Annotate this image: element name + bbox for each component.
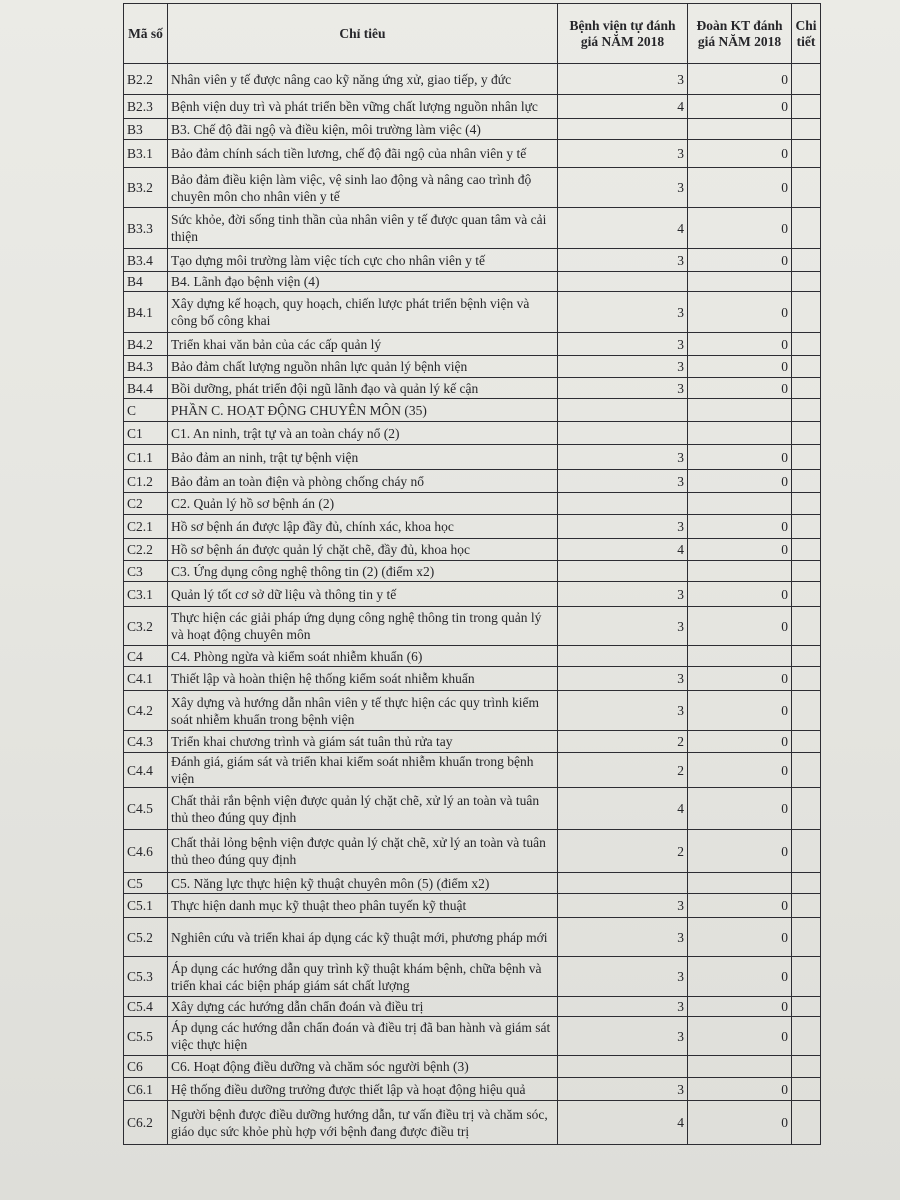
row-code: C3.1	[124, 582, 168, 607]
row-code: C1.1	[124, 445, 168, 470]
row-criteria: Bảo đảm chính sách tiền lương, chế độ đãi ngộ của nhân viên y tế	[168, 140, 558, 168]
row-team-score: 0	[688, 208, 792, 249]
row-team-score: 0	[688, 918, 792, 957]
row-detail	[792, 561, 821, 582]
row-self-score: 4	[558, 208, 688, 249]
table-row	[124, 582, 821, 607]
row-detail	[792, 292, 821, 333]
row-detail	[792, 646, 821, 667]
row-self-score: 4	[558, 788, 688, 830]
row-self-score	[558, 493, 688, 515]
table-row	[124, 249, 821, 272]
row-detail	[792, 445, 821, 470]
row-code: C5	[124, 873, 168, 894]
row-detail	[792, 378, 821, 399]
row-code: C3	[124, 561, 168, 582]
row-criteria: Bệnh viện duy trì và phát triển bền vững chất lượng nguồn nhân lực	[168, 95, 558, 119]
row-self-score: 2	[558, 731, 688, 753]
table-row	[124, 1078, 821, 1101]
row-team-score: 0	[688, 582, 792, 607]
row-code: B2.2	[124, 64, 168, 95]
table-body	[124, 64, 821, 1145]
row-self-score	[558, 119, 688, 140]
row-code: C5.5	[124, 1017, 168, 1056]
row-detail	[792, 997, 821, 1017]
row-criteria: C3. Ứng dụng công nghệ thông tin (2) (điểm x2)	[168, 561, 558, 582]
row-criteria: Bồi dưỡng, phát triển đội ngũ lãnh đạo và quản lý kế cận	[168, 378, 558, 399]
table-row	[124, 894, 821, 918]
row-team-score: 0	[688, 249, 792, 272]
row-team-score: 0	[688, 95, 792, 119]
row-self-score: 3	[558, 918, 688, 957]
row-self-score: 3	[558, 64, 688, 95]
assessment-table	[123, 3, 821, 1145]
table-row	[124, 1056, 821, 1078]
row-code: B2.3	[124, 95, 168, 119]
row-self-score: 3	[558, 445, 688, 470]
row-criteria: Tạo dựng môi trường làm việc tích cực cho nhân viên y tế	[168, 249, 558, 272]
row-criteria: Thực hiện các giải pháp ứng dụng công nghệ thông tin trong quản lý và hoạt động chuyên môn	[168, 607, 558, 646]
row-self-score: 3	[558, 894, 688, 918]
row-criteria: Hồ sơ bệnh án được lập đầy đủ, chính xác, khoa học	[168, 515, 558, 539]
row-self-score: 4	[558, 539, 688, 561]
row-detail	[792, 894, 821, 918]
row-self-score: 3	[558, 140, 688, 168]
row-criteria: Bảo đảm an toàn điện và phòng chống cháy nổ	[168, 470, 558, 493]
row-self-score: 3	[558, 667, 688, 691]
row-team-score: 0	[688, 731, 792, 753]
row-detail	[792, 119, 821, 140]
row-team-score: 0	[688, 515, 792, 539]
row-team-score: 0	[688, 168, 792, 208]
row-detail	[792, 1101, 821, 1145]
row-team-score	[688, 399, 792, 422]
header-detail: Chi tiết	[792, 4, 821, 64]
row-code: C3.2	[124, 607, 168, 646]
row-criteria: Bảo đảm điều kiện làm việc, vệ sinh lao động và nâng cao trình độ chuyên môn cho nhân viên y tế	[168, 168, 558, 208]
row-criteria: Áp dụng các hướng dẫn chẩn đoán và điều trị đã ban hành và giám sát việc thực hiện	[168, 1017, 558, 1056]
table-row	[124, 333, 821, 356]
row-team-score: 0	[688, 997, 792, 1017]
row-self-score	[558, 422, 688, 445]
row-self-score: 2	[558, 753, 688, 788]
table-row	[124, 667, 821, 691]
row-code: C2	[124, 493, 168, 515]
table-row	[124, 399, 821, 422]
table-row	[124, 646, 821, 667]
row-team-score	[688, 646, 792, 667]
row-code: C4.4	[124, 753, 168, 788]
table-row	[124, 873, 821, 894]
row-code: B4.4	[124, 378, 168, 399]
row-team-score: 0	[688, 607, 792, 646]
row-detail	[792, 957, 821, 997]
row-self-score: 3	[558, 1078, 688, 1101]
row-code: C2.2	[124, 539, 168, 561]
row-criteria: Bảo đảm an ninh, trật tự bệnh viện	[168, 445, 558, 470]
row-detail	[792, 356, 821, 378]
row-detail	[792, 208, 821, 249]
row-team-score: 0	[688, 445, 792, 470]
row-team-score: 0	[688, 378, 792, 399]
header-criteria: Chỉ tiêu	[168, 4, 558, 64]
row-code: C4	[124, 646, 168, 667]
row-detail	[792, 1056, 821, 1078]
table-row	[124, 470, 821, 493]
row-detail	[792, 333, 821, 356]
header-self-assessment: Bệnh viện tự đánh giá NĂM 2018	[558, 4, 688, 64]
row-detail	[792, 249, 821, 272]
row-code: C4.3	[124, 731, 168, 753]
row-code: B3	[124, 119, 168, 140]
row-team-score: 0	[688, 1101, 792, 1145]
row-detail	[792, 272, 821, 292]
row-criteria: Thiết lập và hoàn thiện hệ thống kiểm soát nhiễm khuẩn	[168, 667, 558, 691]
row-team-score	[688, 561, 792, 582]
row-criteria: Áp dụng các hướng dẫn quy trình kỹ thuật khám bệnh, chữa bệnh và triển khai các biện pháp giám sát chất lượng	[168, 957, 558, 997]
row-detail	[792, 918, 821, 957]
table-row	[124, 272, 821, 292]
row-detail	[792, 140, 821, 168]
row-code: B3.3	[124, 208, 168, 249]
row-self-score	[558, 399, 688, 422]
row-detail	[792, 168, 821, 208]
row-criteria: Triển khai chương trình và giám sát tuân thủ rửa tay	[168, 731, 558, 753]
table-row	[124, 493, 821, 515]
table-row	[124, 208, 821, 249]
row-team-score	[688, 493, 792, 515]
row-detail	[792, 539, 821, 561]
row-self-score: 3	[558, 249, 688, 272]
row-team-score	[688, 272, 792, 292]
row-team-score: 0	[688, 1078, 792, 1101]
header-code: Mã số	[124, 4, 168, 64]
header-row	[124, 4, 821, 64]
row-criteria: Xây dựng và hướng dẫn nhân viên y tế thực hiện các quy trình kiểm soát nhiễm khuẩn trong bệnh viện	[168, 691, 558, 731]
table-row	[124, 731, 821, 753]
row-criteria: B3. Chế độ đãi ngộ và điều kiện, môi trường làm việc (4)	[168, 119, 558, 140]
row-criteria: Nghiên cứu và triển khai áp dụng các kỹ thuật mới, phương pháp mới	[168, 918, 558, 957]
table-row	[124, 753, 821, 788]
row-team-score	[688, 1056, 792, 1078]
row-code: C4.2	[124, 691, 168, 731]
row-detail	[792, 64, 821, 95]
row-detail	[792, 667, 821, 691]
table-row	[124, 95, 821, 119]
table-row	[124, 539, 821, 561]
table-row	[124, 830, 821, 873]
row-self-score: 4	[558, 95, 688, 119]
row-detail	[792, 691, 821, 731]
row-self-score: 3	[558, 582, 688, 607]
row-detail	[792, 399, 821, 422]
row-criteria: Thực hiện danh mục kỹ thuật theo phân tuyến kỹ thuật	[168, 894, 558, 918]
table-row	[124, 1101, 821, 1145]
row-criteria: Chất thải rắn bệnh viện được quản lý chặt chẽ, xử lý an toàn và tuân thủ theo đúng quy định	[168, 788, 558, 830]
row-criteria: Đánh giá, giám sát và triển khai kiểm soát nhiễm khuẩn trong bệnh viện	[168, 753, 558, 788]
row-code: B3.1	[124, 140, 168, 168]
row-team-score: 0	[688, 356, 792, 378]
table-row	[124, 292, 821, 333]
row-code: C5.4	[124, 997, 168, 1017]
row-code: C4.1	[124, 667, 168, 691]
row-code: C	[124, 399, 168, 422]
row-self-score: 3	[558, 470, 688, 493]
row-self-score	[558, 272, 688, 292]
row-team-score: 0	[688, 539, 792, 561]
row-criteria: C4. Phòng ngừa và kiểm soát nhiễm khuẩn (6)	[168, 646, 558, 667]
row-criteria: C6. Hoạt động điều dưỡng và chăm sóc người bệnh (3)	[168, 1056, 558, 1078]
row-code: C4.6	[124, 830, 168, 873]
row-team-score: 0	[688, 470, 792, 493]
row-code: C5.3	[124, 957, 168, 997]
row-team-score: 0	[688, 788, 792, 830]
row-self-score: 3	[558, 607, 688, 646]
row-detail	[792, 422, 821, 445]
row-criteria: Sức khỏe, đời sống tinh thần của nhân viên y tế được quan tâm và cải thiện	[168, 208, 558, 249]
row-team-score	[688, 873, 792, 894]
table-row	[124, 64, 821, 95]
row-team-score: 0	[688, 292, 792, 333]
table-row	[124, 422, 821, 445]
row-code: B4.2	[124, 333, 168, 356]
row-detail	[792, 1078, 821, 1101]
row-team-score: 0	[688, 753, 792, 788]
row-code: C5.1	[124, 894, 168, 918]
row-code: C6	[124, 1056, 168, 1078]
table-row	[124, 607, 821, 646]
row-team-score: 0	[688, 957, 792, 997]
row-detail	[792, 1017, 821, 1056]
row-self-score	[558, 561, 688, 582]
row-code: B4.1	[124, 292, 168, 333]
row-self-score: 3	[558, 333, 688, 356]
row-team-score: 0	[688, 64, 792, 95]
row-self-score: 3	[558, 1017, 688, 1056]
row-code: C6.1	[124, 1078, 168, 1101]
row-criteria: Xây dựng kế hoạch, quy hoạch, chiến lược phát triển bệnh viện và công bố công khai	[168, 292, 558, 333]
row-code: C4.5	[124, 788, 168, 830]
row-code: B3.2	[124, 168, 168, 208]
row-criteria: C2. Quản lý hồ sơ bệnh án (2)	[168, 493, 558, 515]
row-self-score	[558, 646, 688, 667]
table-row	[124, 1017, 821, 1056]
table-row	[124, 788, 821, 830]
row-team-score: 0	[688, 667, 792, 691]
table-row	[124, 691, 821, 731]
row-criteria: Nhân viên y tế được nâng cao kỹ năng ứng xử, giao tiếp, y đức	[168, 64, 558, 95]
table-row	[124, 168, 821, 208]
row-self-score	[558, 873, 688, 894]
table-row	[124, 445, 821, 470]
row-self-score: 3	[558, 292, 688, 333]
row-self-score: 3	[558, 168, 688, 208]
row-code: C2.1	[124, 515, 168, 539]
table-row	[124, 561, 821, 582]
row-detail	[792, 493, 821, 515]
row-detail	[792, 753, 821, 788]
row-criteria: B4. Lãnh đạo bệnh viện (4)	[168, 272, 558, 292]
row-self-score: 3	[558, 957, 688, 997]
table-row	[124, 515, 821, 539]
row-code: C6.2	[124, 1101, 168, 1145]
table-row	[124, 918, 821, 957]
row-self-score: 4	[558, 1101, 688, 1145]
row-detail	[792, 830, 821, 873]
table-row	[124, 356, 821, 378]
row-team-score: 0	[688, 333, 792, 356]
row-criteria: Hệ thống điều dưỡng trưởng được thiết lập và hoạt động hiệu quả	[168, 1078, 558, 1101]
row-code: B4	[124, 272, 168, 292]
row-detail	[792, 731, 821, 753]
row-self-score: 3	[558, 691, 688, 731]
row-self-score	[558, 1056, 688, 1078]
row-detail	[792, 515, 821, 539]
row-team-score: 0	[688, 830, 792, 873]
row-code: B4.3	[124, 356, 168, 378]
row-code: C1.2	[124, 470, 168, 493]
row-detail	[792, 582, 821, 607]
table-row	[124, 957, 821, 997]
row-criteria: Xây dựng các hướng dẫn chẩn đoán và điều trị	[168, 997, 558, 1017]
row-code: C5.2	[124, 918, 168, 957]
row-criteria: Quản lý tốt cơ sở dữ liệu và thông tin y tế	[168, 582, 558, 607]
row-team-score	[688, 119, 792, 140]
row-team-score: 0	[688, 140, 792, 168]
row-criteria: Triển khai văn bản của các cấp quản lý	[168, 333, 558, 356]
row-detail	[792, 470, 821, 493]
table-row	[124, 119, 821, 140]
row-criteria: C5. Năng lực thực hiện kỹ thuật chuyên môn (5) (điểm x2)	[168, 873, 558, 894]
row-self-score: 3	[558, 378, 688, 399]
row-code: B3.4	[124, 249, 168, 272]
row-self-score: 3	[558, 997, 688, 1017]
table-row	[124, 140, 821, 168]
row-criteria: Hồ sơ bệnh án được quản lý chặt chẽ, đầy đủ, khoa học	[168, 539, 558, 561]
row-detail	[792, 788, 821, 830]
row-code: C1	[124, 422, 168, 445]
row-team-score: 0	[688, 691, 792, 731]
row-team-score	[688, 422, 792, 445]
header-team-assessment: Đoàn KT đánh giá NĂM 2018	[688, 4, 792, 64]
row-detail	[792, 607, 821, 646]
row-criteria: Bảo đảm chất lượng nguồn nhân lực quản lý bệnh viện	[168, 356, 558, 378]
row-team-score: 0	[688, 1017, 792, 1056]
row-criteria: Người bệnh được điều dưỡng hướng dẫn, tư vấn điều trị và chăm sóc, giáo dục sức khỏe phù hợp với bệnh đang được điều trị	[168, 1101, 558, 1145]
table-row	[124, 997, 821, 1017]
row-self-score: 3	[558, 515, 688, 539]
row-self-score: 2	[558, 830, 688, 873]
row-detail	[792, 873, 821, 894]
table-row	[124, 378, 821, 399]
row-criteria: Chất thải lỏng bệnh viện được quản lý chặt chẽ, xử lý an toàn và tuân thủ theo đúng quy định	[168, 830, 558, 873]
row-self-score: 3	[558, 356, 688, 378]
row-criteria: C1. An ninh, trật tự và an toàn cháy nổ (2)	[168, 422, 558, 445]
row-detail	[792, 95, 821, 119]
row-criteria: PHẦN C. HOẠT ĐỘNG CHUYÊN MÔN (35)	[168, 399, 558, 422]
row-team-score: 0	[688, 894, 792, 918]
